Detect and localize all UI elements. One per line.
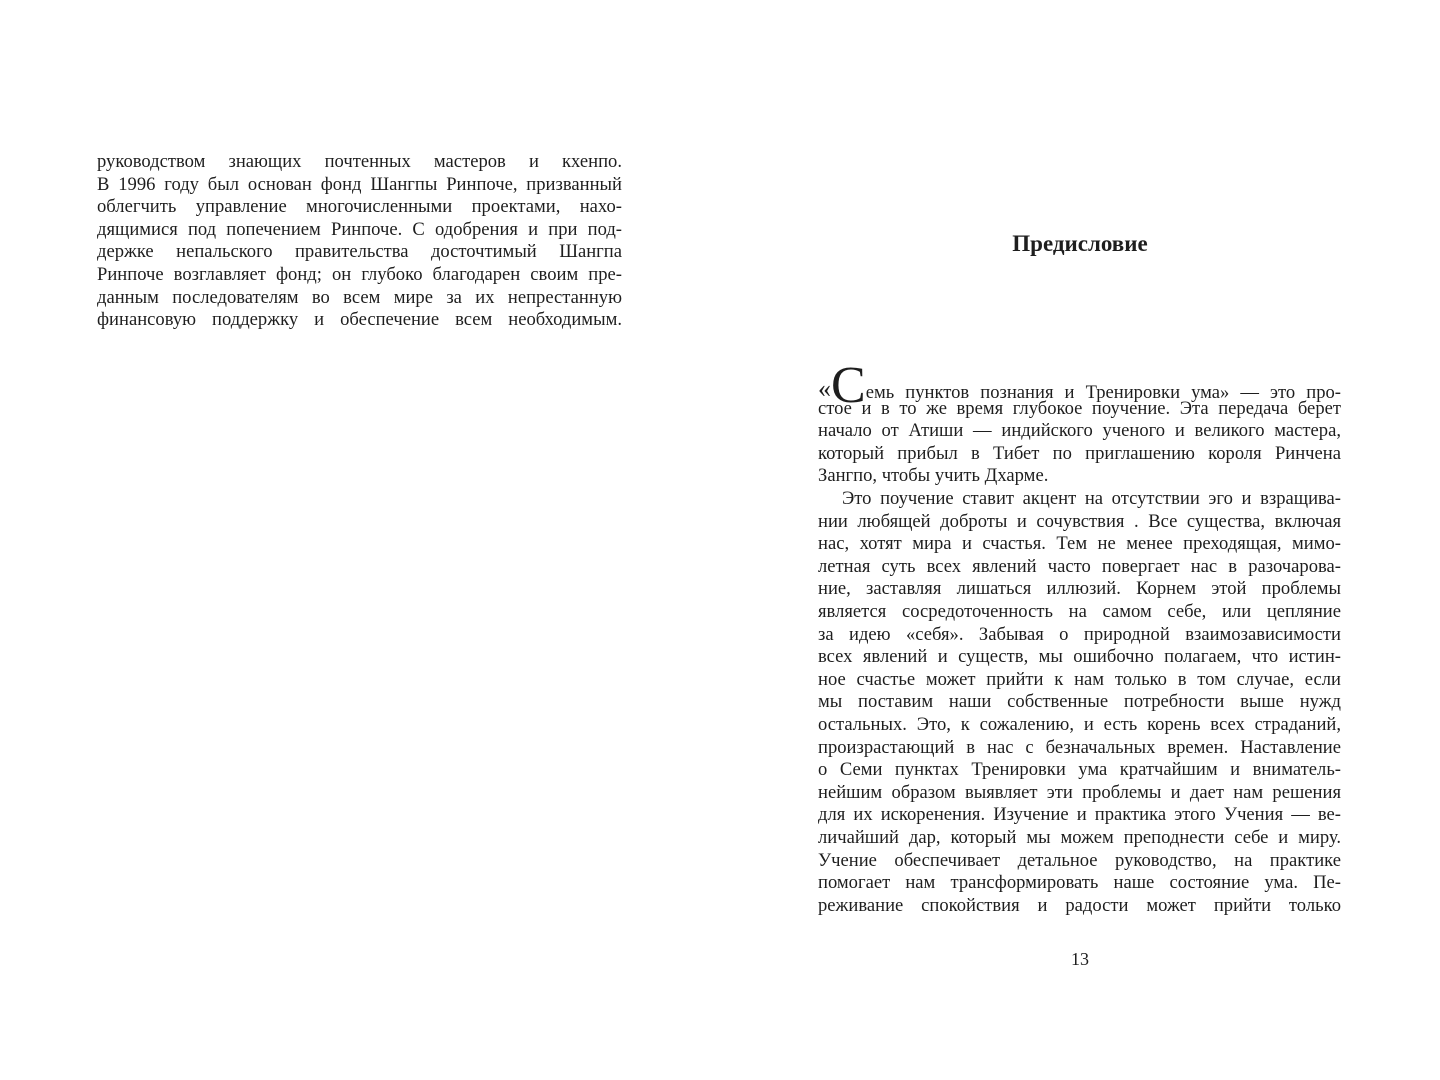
text-line: Учение обеспечивает детальное руководство, на практике xyxy=(818,849,1341,871)
text-line: стое и в то же время глубокое поучение. Эта передача берет xyxy=(818,397,1341,419)
page-number: 13 xyxy=(1071,949,1089,969)
text-line: всех явлений и существ, мы ошибочно полагаем, что истин- xyxy=(818,646,1341,668)
text-line: для их искоренения. Изучение и практика этого Учения — ве- xyxy=(818,804,1341,826)
text-line: который прибыл в Тибет по приглашению короля Ринчена xyxy=(818,442,1341,464)
chapter-heading: Предисловие xyxy=(1012,231,1148,256)
text-line: дящимися под попечением Ринпоче. С одобрения и при под- xyxy=(97,218,622,240)
text-line: реживание спокойствия и радости может прийти только xyxy=(818,894,1341,916)
text-line: финансовую поддержку и обеспечение всем необходимым. xyxy=(97,309,622,331)
text-line: нейшим образом выявляет эти проблемы и дает нам решения xyxy=(818,781,1341,803)
right-page xyxy=(720,0,1440,1080)
text-line: держке непальского правительства досточтимый Шангпа xyxy=(97,241,622,263)
text-line: нии любящей доброты и сочувствия . Все существа, включая xyxy=(818,510,1341,532)
text-line: нас, хотят мира и счастья. Тем не менее преходящая, мимо- xyxy=(818,533,1341,555)
text-line: Зангпо, чтобы учить Дхарме. xyxy=(818,465,1049,487)
text-line: ние, заставляя лишаться иллюзий. Корнем этой проблемы xyxy=(818,578,1341,600)
text-line: руководством знающих почтенных мастеров и кхенпо. xyxy=(97,151,622,172)
text-line: является сосредоточенность на самом себе, или цепляние xyxy=(818,601,1341,622)
text-line: мы поставим наши собственные потребности выше нужд xyxy=(818,691,1341,713)
text-line: ное счастье может прийти к нам только в том случае, если xyxy=(818,668,1341,690)
opening-quote: « xyxy=(818,374,831,403)
first-line-text: емь пунктов познания и Тренировки ума» — это про- xyxy=(865,382,1341,403)
text-line: облегчить управление многочисленными проектами, нахо- xyxy=(97,196,622,218)
text-line: за идею «себя». Забывая о природной взаимозависимости xyxy=(818,623,1341,645)
text-line: Ринпоче возглавляет фонд; он глубоко благодарен своим пре- xyxy=(97,264,622,285)
text-line: остальных. Это, к сожалению, и есть корень всех страданий, xyxy=(818,714,1341,735)
text-line: данным последователям во всем мире за их непрестанную xyxy=(97,286,622,308)
text-line: летная суть всех явлений часто повергает нас в разочарова- xyxy=(818,555,1341,577)
text-line: начало от Атиши — индийского ученого и великого мастера, xyxy=(818,420,1341,442)
text-line: Это поучение ставит акцент на отсутствии эго и взращива- xyxy=(842,488,1341,509)
text-line: В 1996 году был основан фонд Шангпы Ринпоче, призванный xyxy=(97,173,622,195)
text-line: помогает нам трансформировать наше состояние ума. Пе- xyxy=(818,872,1341,894)
text-line: личайший дар, который мы можем преподнести себе и миру. xyxy=(818,827,1341,848)
drop-cap: С xyxy=(831,357,866,414)
text-line: произрастающий в нас с безначальных времен. Наставление xyxy=(818,736,1341,758)
text-line: о Семи пунктах Тренировки ума кратчайшим и вниматель- xyxy=(818,759,1341,781)
